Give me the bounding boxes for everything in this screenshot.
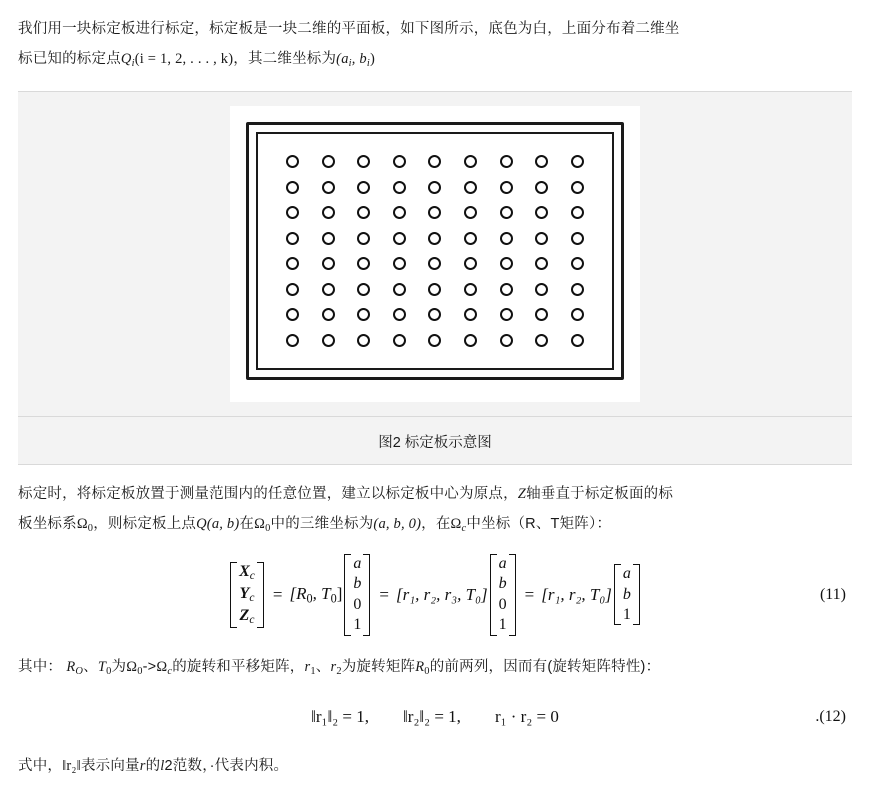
coord-a-subscript: i xyxy=(348,57,352,69)
symbol-RO-sub: O xyxy=(75,665,84,677)
figure-caption: 图2 标定板示意图 xyxy=(18,416,852,464)
body-line-2-a: 板坐标系 xyxy=(18,515,77,532)
vec3-row-2: b xyxy=(622,585,631,603)
calibration-dot xyxy=(357,155,370,168)
vec2-row-3: 0 xyxy=(498,595,507,613)
calibration-dot xyxy=(535,155,548,168)
symbol-omega: Ω xyxy=(76,515,88,532)
vec1-row-3: 0 xyxy=(353,595,362,613)
symbol-RO: R xyxy=(66,658,76,675)
calibration-dot-grid xyxy=(275,149,595,353)
calibration-dot xyxy=(500,334,513,347)
final-text-b: 表示向量 xyxy=(80,757,140,774)
intro-line-1: 我们用一块标定板进行标定，标定板是一块二维的平面板，如下图所示，底色为白，上面分布着二维坐 xyxy=(18,21,680,37)
calibration-dot xyxy=(571,308,584,321)
symbol-omega0: Ω xyxy=(126,658,138,675)
body-line-1-a: 标定时，将标定板放置于测量范围内的任意位置，建立以标定板中心为原点， xyxy=(18,485,518,502)
calibration-dot xyxy=(500,206,513,219)
calibration-dot xyxy=(571,283,584,296)
matrix-vec-2 xyxy=(490,554,516,636)
calibration-dot xyxy=(428,206,441,219)
vec2-row-2: b xyxy=(498,575,507,593)
body-line-1 xyxy=(18,479,852,509)
equals-sign-2: = xyxy=(379,584,389,604)
board-outer-border xyxy=(246,122,624,380)
vec2-row-1: a xyxy=(498,554,507,572)
norm-r1-constraint: ‖r₁‖₂ = 1, xyxy=(311,706,370,726)
calibration-dot xyxy=(286,155,299,168)
calibration-dot xyxy=(286,334,299,347)
calibration-dot xyxy=(571,155,584,168)
calibration-dot xyxy=(500,232,513,245)
calibration-dot xyxy=(393,232,406,245)
coord-open: (a xyxy=(336,51,349,67)
symbol-TO: T xyxy=(97,658,107,675)
body-line-2-e: ，在 xyxy=(421,515,451,532)
index-range: (i = 1, 2, . . . , k) xyxy=(134,51,234,67)
calibration-dot xyxy=(535,257,548,270)
norm-r2-constraint: ‖r₂‖₂ = 1, xyxy=(403,706,461,726)
calibration-dot xyxy=(571,181,584,194)
body-line-2-d: 中的三维坐标为 xyxy=(270,515,374,532)
where-text-2: 的旋转和平移矩阵， xyxy=(172,658,305,675)
arrow-symbol: -> xyxy=(142,658,157,675)
equals-sign-1: = xyxy=(272,584,283,604)
body-line-2 xyxy=(18,509,852,544)
coord-close: ) xyxy=(369,51,376,67)
calibration-dot xyxy=(393,334,406,347)
body-line-1-b: 轴垂直于标定板面的标 xyxy=(526,485,674,502)
calibration-dot xyxy=(286,257,299,270)
symbol-Z: Z xyxy=(517,485,527,502)
symbol-R0: R xyxy=(415,658,425,675)
calibration-dot xyxy=(464,283,477,296)
calibration-dot xyxy=(393,283,406,296)
vec1-row-4: 1 xyxy=(353,616,362,634)
calibration-dot xyxy=(464,257,477,270)
calibration-dot xyxy=(357,283,370,296)
calibration-dot xyxy=(535,206,548,219)
calibration-dot xyxy=(357,232,370,245)
symbol-omegac: Ω xyxy=(156,658,168,675)
matrix-lhs-row-1: $X_c$ xyxy=(239,562,255,583)
symbol-TO-sub: 0 xyxy=(106,665,112,677)
calibration-dot xyxy=(464,206,477,219)
where-text-3: 为旋转矩阵 xyxy=(341,658,416,675)
calibration-dot xyxy=(286,308,299,321)
calibration-dot xyxy=(500,181,513,194)
calibration-dot xyxy=(535,334,548,347)
calibration-dot xyxy=(464,181,477,194)
calibration-dot xyxy=(393,181,406,194)
calibration-dot xyxy=(571,206,584,219)
calibration-dot xyxy=(393,206,406,219)
calibration-board-figure xyxy=(230,106,640,402)
final-text-a: 式中， xyxy=(18,757,63,774)
document-page xyxy=(0,14,870,806)
calibration-dot xyxy=(393,155,406,168)
symbol-Qab: Q(a, b) xyxy=(196,515,240,532)
symbol-l2-num: 2 xyxy=(164,757,173,774)
calibration-dot xyxy=(286,283,299,296)
calibration-dot xyxy=(500,283,513,296)
where-prefix: 其中： xyxy=(18,658,63,675)
equation-12 xyxy=(18,697,852,737)
calibration-dot xyxy=(357,334,370,347)
calibration-dot xyxy=(571,257,584,270)
term-R0-T0: [$R_0$, $T_0$] xyxy=(289,583,343,605)
term-r1-r2-r3-T0: [r₁, r₂, r₃, T₀] xyxy=(395,584,488,604)
intro-paragraph xyxy=(18,14,852,79)
symbol-omega-3: Ω xyxy=(450,515,462,532)
term-r1-r2-T0: [r₁, r₂, T₀] xyxy=(541,584,612,604)
norm-symbol: ‖r₂‖ xyxy=(62,757,81,774)
calibration-dot xyxy=(428,232,441,245)
calibration-dot xyxy=(571,232,584,245)
calibration-dot xyxy=(322,334,335,347)
coord-ab0: (a, b, 0) xyxy=(373,515,422,532)
symbol-Q: Q xyxy=(120,51,132,67)
intro-line-2-text-b: ，其二维坐标为 xyxy=(233,51,337,67)
calibration-dot xyxy=(428,257,441,270)
calibration-dot xyxy=(322,232,335,245)
symbol-r2-sub: 2 xyxy=(336,665,342,677)
calibration-dot xyxy=(286,181,299,194)
final-text-d: 范数，·代表内积。 xyxy=(172,757,289,774)
where-text-4: 的前两列，因而有(旋转矩阵特性)： xyxy=(429,658,661,675)
calibration-dot xyxy=(322,181,335,194)
final-paragraph xyxy=(18,751,852,781)
symbol-omega-sub: 0 xyxy=(87,522,94,534)
intro-line-2 xyxy=(18,44,852,79)
calibration-dot xyxy=(500,257,513,270)
calibration-dot xyxy=(571,334,584,347)
symbol-omegac-sub: c xyxy=(167,665,173,677)
symbol-r1: r xyxy=(304,658,311,675)
vec2-row-4: 1 xyxy=(498,616,507,634)
body-line-2-c: 在 xyxy=(239,515,255,532)
symbol-omega-3-sub: c xyxy=(461,522,467,534)
calibration-dot xyxy=(428,308,441,321)
symbol-omega-2: Ω xyxy=(254,515,266,532)
final-text-c: 的 xyxy=(145,757,161,774)
where-sep-1: 、 xyxy=(83,658,98,675)
calibration-dot xyxy=(357,181,370,194)
calibration-dot xyxy=(286,232,299,245)
matrix-lhs-row-2: $Y_c$ xyxy=(239,584,255,605)
symbol-r2: r xyxy=(330,658,337,675)
matrix-vec-3 xyxy=(614,564,640,625)
coord-comma-b: , b xyxy=(351,51,367,67)
calibration-dot xyxy=(322,283,335,296)
calibration-dot xyxy=(428,334,441,347)
where-text-1: 为 xyxy=(111,658,127,675)
calibration-dot xyxy=(464,308,477,321)
matrix-lhs-row-3: $Z_c$ xyxy=(239,606,255,626)
orthogonality-constraint: r₁ · r₂ = 0 xyxy=(494,706,559,726)
coord-b-subscript: i xyxy=(366,57,370,69)
symbol-R0-sub: 0 xyxy=(424,665,430,677)
figure-block xyxy=(18,91,852,465)
body-line-2-f: 中坐标（R、T矩阵）： xyxy=(466,515,612,532)
calibration-dot xyxy=(535,283,548,296)
calibration-dot xyxy=(535,308,548,321)
equation-11-tag: (11) xyxy=(819,585,846,603)
vec3-row-1: a xyxy=(622,565,631,583)
calibration-dot xyxy=(357,308,370,321)
calibration-dot xyxy=(500,155,513,168)
symbol-omega-2-sub: 0 xyxy=(265,522,271,534)
calibration-dot xyxy=(535,232,548,245)
symbol-r: r xyxy=(139,757,146,774)
where-paragraph xyxy=(18,652,852,687)
body-line-2-b: ，则标定板上点 xyxy=(93,515,197,532)
calibration-dot xyxy=(286,206,299,219)
calibration-dot xyxy=(428,283,441,296)
calibration-dot xyxy=(322,155,335,168)
calibration-dot xyxy=(322,257,335,270)
vec1-row-1: a xyxy=(353,554,362,572)
equals-sign-3: = xyxy=(524,584,535,604)
calibration-dot xyxy=(500,308,513,321)
equation-12-terms xyxy=(311,707,559,727)
symbol-omega0-sub: 0 xyxy=(137,665,143,677)
calibration-dot xyxy=(464,155,477,168)
matrix-lhs xyxy=(230,562,264,628)
body-paragraph xyxy=(18,479,852,544)
calibration-dot xyxy=(393,308,406,321)
symbol-l: l xyxy=(160,757,165,774)
symbol-Q-subscript: i xyxy=(131,57,135,69)
symbol-r1-sub: 1 xyxy=(310,665,316,677)
calibration-dot xyxy=(535,181,548,194)
where-sep-2: 、 xyxy=(315,658,331,675)
calibration-dot xyxy=(464,334,477,347)
calibration-dot xyxy=(322,308,335,321)
calibration-dot xyxy=(357,257,370,270)
calibration-dot xyxy=(464,232,477,245)
calibration-dot xyxy=(322,206,335,219)
intro-line-2-text-a: 标已知的标定点 xyxy=(18,51,121,67)
vec1-row-2: b xyxy=(353,575,362,593)
matrix-vec-1 xyxy=(344,554,370,636)
equation-12-tag: .(12) xyxy=(815,707,846,725)
equation-11 xyxy=(18,554,852,636)
calibration-dot xyxy=(357,206,370,219)
vec3-row-3: 1 xyxy=(622,606,631,624)
calibration-dot xyxy=(393,257,406,270)
calibration-dot xyxy=(428,181,441,194)
calibration-dot xyxy=(428,155,441,168)
